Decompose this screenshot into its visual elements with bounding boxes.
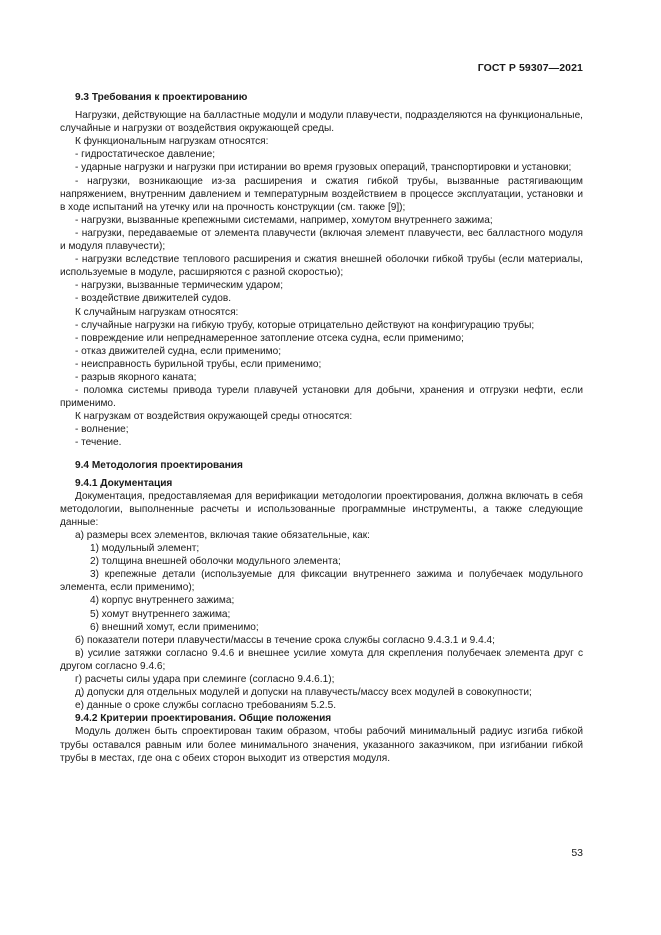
list-item: е) данные о сроке службы согласно требованиям 5.2.5. [75, 700, 336, 712]
accidental-loads-intro: К случайным нагрузкам относятся: [75, 306, 239, 318]
list-subitem: 4) корпус внутреннего зажима; [90, 595, 235, 607]
list-item: - нагрузки, вызванные термическим ударом; [75, 280, 284, 292]
standard-designation: ГОСТ Р 59307—2021 [477, 62, 583, 74]
documentation-intro: Документация, предоставляемая для верификации методологии проектирования, должна включать в себя методологии, выполненные расчеты и использованные программные инструменты, а также следующие данные: [60, 490, 583, 528]
list-item: - случайные нагрузки на гибкую трубу, которые отрицательно действуют на конфигурацию трубы; [75, 319, 535, 331]
list-subitem: 3) крепежные детали (используемые для фиксации внутреннего зажима и полубечаек модульного элемента, если применимо); [60, 569, 583, 594]
environmental-loads-intro: К нагрузкам от воздействия окружающей среды относятся: [75, 411, 353, 423]
list-item: б) показатели потери плавучести/массы в течение срока службы согласно 9.4.3.1 и 9.4.4; [75, 634, 495, 646]
list-item: - повреждение или непреднамеренное затопление отсека судна, если применимо; [75, 332, 464, 344]
page-content [60, 90, 583, 765]
list-item: - волнение; [75, 424, 129, 436]
design-criteria-paragraph: Модуль должен быть спроектирован таким образом, чтобы рабочий минимальный радиус изгиба гибкой трубы оставался равным или более минимального значения, указанного заказчиком, при изгибании гибкой трубы в местах, где она с обеих сторон выходит из отверстия модуля. [60, 726, 583, 764]
list-subitem: 1) модульный элемент; [90, 543, 200, 555]
section-heading-9-4: 9.4 Методология проектирования [75, 459, 243, 471]
list-item: д) допуски для отдельных модулей и допуски на плавучесть/массу всех модулей в совокупности; [75, 687, 532, 699]
list-item: - поломка системы привода турели плавучей установки для добычи, хранения и отгрузки нефти, если применимо. [60, 385, 583, 410]
list-item: - нагрузки вследствие теплового расширения и сжатия внешней оболочки гибкой трубы (если материалы, используемые в модуле, расширяются с разной скоростью); [60, 254, 583, 279]
list-item: - воздействие движителей судов. [75, 293, 231, 305]
list-subitem: 2) толщина внешней оболочки модульного элемента; [90, 556, 341, 568]
list-item: г) расчеты силы удара при слеминге (согласно 9.4.6.1); [75, 674, 335, 686]
list-item: в) усилие затяжки согласно 9.4.6 и внешнее усилие хомута для скрепления полубечаек элемента друг с другом согласно 9.4.6; [60, 647, 583, 672]
list-item: - нагрузки, возникающие из-за расширения и сжатия гибкой трубы, вызванные растягивающим напряжением, внутренним давлением и температурным воздействием в процессе эксплуатации, установки и в ходе испытаний на утечку или на прочность конструкции (см. также [9]); [60, 175, 583, 213]
list-subitem: 5) хомут внутреннего зажима; [90, 608, 231, 620]
section-heading-9-3: 9.3 Требования к проектированию [75, 92, 248, 103]
list-item: - отказ движителей судна, если применимо; [75, 345, 282, 357]
list-item: - гидростатическое давление; [75, 149, 216, 161]
list-item: - ударные нагрузки и нагрузки при истирании во время грузовых операций, транспортировки и установки; [75, 162, 572, 174]
subsection-heading-9-4-1: 9.4.1 Документация [75, 477, 173, 489]
list-item: - течение. [75, 437, 122, 449]
subsection-heading-9-4-2: 9.4.2 Критерии проектирования. Общие положения [75, 713, 332, 725]
list-item: - неисправность бурильной трубы, если применимо; [75, 358, 322, 370]
paragraph-loads-intro: Нагрузки, действующие на балластные модули и модули плавучести, подразделяются на функциональные, случайные и нагрузки от воздействия окружающей среды. [60, 110, 583, 135]
functional-loads-intro: К функциональным нагрузкам относятся: [75, 136, 269, 148]
page-number: 53 [571, 847, 583, 859]
list-item: - нагрузки, вызванные крепежными системами, например, хомутом внутреннего зажима; [75, 214, 493, 226]
list-item: - разрыв якорного каната; [75, 371, 197, 383]
list-item: - нагрузки, передаваемые от элемента плавучести (включая элемент плавучести, вес балластного модуля и модуля плавучести); [60, 227, 583, 253]
list-item: а) размеры всех элементов, включая такие обязательные, как: [75, 530, 370, 541]
list-subitem: 6) внешний хомут, если применимо; [90, 621, 259, 633]
